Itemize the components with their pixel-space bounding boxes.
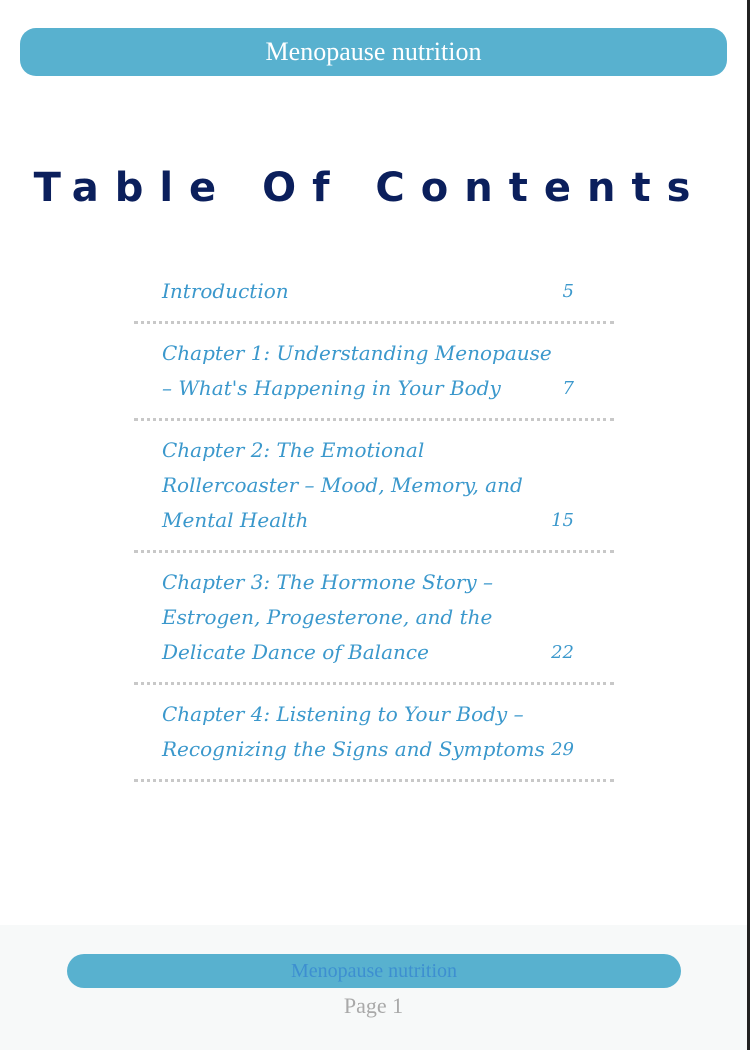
footer-title: Menopause nutrition [290,959,458,982]
toc-entry-chapter-2[interactable] [134,421,614,553]
toc-entry-page: 22 [551,642,574,663]
toc-entry-page: 29 [551,739,574,760]
toc-entry-chapter-1[interactable] [134,324,614,421]
page-number: Page 1 [343,993,404,1018]
toc-heading: Table Of Contents [33,165,707,211]
toc-entry-page: 7 [562,378,574,399]
toc-entry-chapter-4[interactable] [134,685,614,782]
toc-entry-page: 15 [551,510,574,531]
toc-entry-title: Chapter 4: Listening to Your Body – Recognizing the Signs and Symptoms [162,702,545,761]
toc-entry-page: 5 [562,281,574,302]
toc-entry-title: Chapter 2: The Emotional Rollercoaster – Mood, Memory, and Mental Health [162,438,523,532]
header-title: Menopause nutrition [265,37,482,66]
toc-entry-title: Introduction [162,279,289,303]
toc-list [134,262,614,782]
header-bar [20,28,727,76]
toc-entry-title: Chapter 1: Understanding Menopause – What's Happening in Your Body [162,341,552,400]
toc-entry-title: Chapter 3: The Hormone Story – Estrogen, Progesterone, and the Delicate Dance of Balance [162,570,494,664]
footer-bar [67,954,681,988]
toc-entry-introduction[interactable] [134,262,614,324]
toc-entry-chapter-3[interactable] [134,553,614,685]
